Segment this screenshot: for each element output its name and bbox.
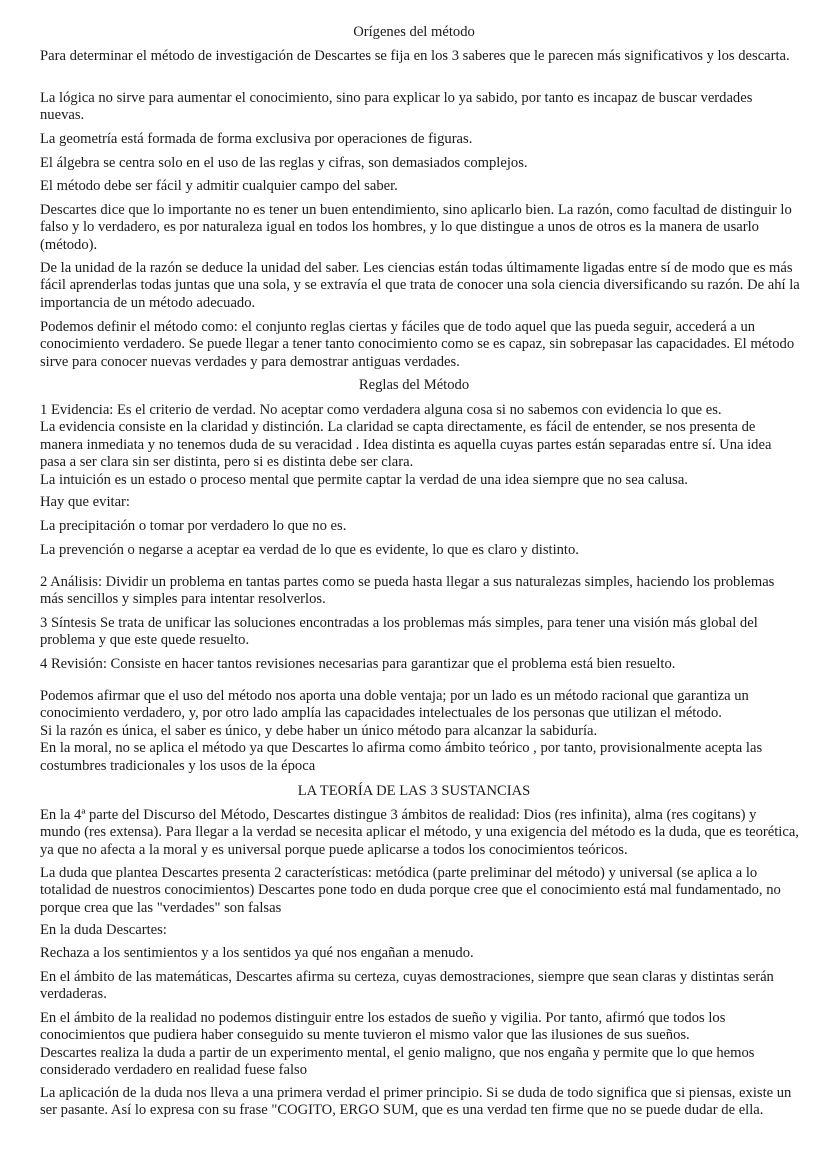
rule-evidencia-line: 1 Evidencia: Es el criterio de verdad. No aceptar como verdadera alguna cosa si no sabemos con evidencia lo que es. <box>40 402 722 418</box>
paragraph-line: Descartes realiza la duda a partir de un experimento mental, el genio maligno, que nos engaña y permite que lo que hemos considerado verdadero en realidad fuese falso <box>40 1044 755 1079</box>
rule-analisis: 2 Análisis: Dividir un problema en tantas partes como se pueda hasta llegar a sus naturalezas simples, haciendo los problemas más sencillos y simples para intentar resolverlos. <box>40 574 775 608</box>
paragraph: La prevención o negarse a aceptar ea verdad de lo que es evidente, lo que es claro y distinto. <box>40 542 579 558</box>
heading-reglas: Reglas del Método <box>358 377 470 393</box>
rule-sintesis: 3 Síntesis Se trata de unificar las soluciones encontradas a los problemas más simples, para tener una visión más global del problema y que este quede resuelto. <box>40 615 758 649</box>
rule-evidencia-intuicion: La intuición es un estado o proceso mental que permite captar la verdad de una idea siempre que no sea calusa. <box>40 471 688 488</box>
paragraph: La precipitación o tomar por verdadero lo que no es. <box>40 518 347 534</box>
paragraph-cogito: La aplicación de la duda nos lleva a una primera verdad el primer principio. Si se duda de todo significa que si piensas, existe un ser pasante. Así lo expresa con su frase "COGITO, ERGO SUM, que es una verdad ten firme que no se puede dudar de ella. <box>40 1085 792 1119</box>
rule-revision: 4 Revisión: Consiste en hacer tantos revisiones necesarias para garantizar que el problema está bien resuelto. <box>40 656 676 672</box>
paragraph: Descartes dice que lo importante no es tener un buen entendimiento, sino aplicarlo bien. La razón, como facultad de distinguir lo falso y lo verdadero, es por naturaleza igual en todos los hombres, y lo que distingue a unos de otros es la manera de usarlo (método). <box>40 202 792 253</box>
conclusion-block <box>40 688 800 775</box>
paragraph: Para determinar el método de investigación de Descartes se fija en los 3 saberes que le parecen más significativos y los descarta. <box>40 48 790 64</box>
conclusion-line: En la moral, no se aplica el método ya que Descartes lo afirma como ámbito teórico , por tanto, provisionalmente acepta las costumbres tradicionales y los usos de la época <box>40 740 763 774</box>
paragraph: Hay que evitar: <box>40 494 130 510</box>
rule-evidencia-detail: La evidencia consiste en la claridad y distinción. La claridad se capta directamente, es fácil de entender, se nos presenta de manera inmediata y no tenemos duda de su veracidad . Idea distinta es aquella cuyas partes están separadas entre sí. Una idea pasa a ser clara sin ser distinta, pero si es distinta debe ser clara. <box>40 419 772 471</box>
paragraph: En la 4ª parte del Discurso del Método, Descartes distingue 3 ámbitos de realidad: Dios (res infinita), alma (res cogitans) y mundo (res extensa). Para llegar a la verdad se necesita aplicar el método, y una exigencia del método es la duda, que es teorética, ya que no afecta a la moral y es universal porque puede aplicarse a todos los conocimientos teóricos. <box>40 807 799 858</box>
paragraph: Rechaza a los sentimientos y a los sentidos ya qué nos engañan a menudo. <box>40 945 474 961</box>
paragraph: Podemos definir el método como: el conjunto reglas ciertas y fáciles que de todo aquel que las pueda seguir, accederá a un conocimiento verdadero. Se puede llegar a tener tanto conocimiento como se es capaz, sin sobrepasar las capacidades. El método sirve para conocer nuevas verdades y para demostrar antiguas verdades. <box>40 319 795 370</box>
paragraph: El método debe ser fácil y admitir cualquier campo del saber. <box>40 178 398 194</box>
paragraph: De la unidad de la razón se deduce la unidad del saber. Les ciencias están todas últimamente ligadas entre sí de modo que es más fácil aprenderlas todas juntas que una sola, y se extravía el que trata de conocer una sola ciencia diversificando su razón. De ahí la importancia de un método adecuado. <box>40 260 800 311</box>
conclusion-line: Si la razón es única, el saber es único, y debe haber un único método para alcanzar la sabiduría. <box>40 722 598 739</box>
conclusion-line: Podemos afirmar que el uso del método nos aporta una doble ventaja; por un lado es un método racional que garantiza un conocimiento verdadero, y, por otro lado amplía las capacidades intelectuales de los personas que utilizan el método. <box>40 688 749 722</box>
rule-evidencia <box>40 402 800 489</box>
paragraph: En el ámbito de las matemáticas, Descartes afirma su certeza, cuyas demostraciones, siempre que sean claras y distintas serán verdaderas. <box>40 969 774 1003</box>
realidad-block <box>40 1010 800 1080</box>
paragraph: En la duda Descartes: <box>40 922 167 938</box>
paragraph: La geometría está formada de forma exclusiva por operaciones de figuras. <box>40 131 473 147</box>
paragraph: La lógica no sirve para aumentar el conocimiento, sino para explicar lo ya sabido, por tanto es incapaz de buscar verdades nuevas. <box>40 90 753 124</box>
paragraph: El álgebra se centra solo en el uso de las reglas y cifras, son demasiados complejos. <box>40 155 528 171</box>
heading-origenes: Orígenes del método <box>353 24 475 40</box>
paragraph-line: En el ámbito de la realidad no podemos distinguir entre los estados de sueño y vigilia. Por tanto, afirmó que todos los conocimientos que pudiera haber conseguido su mente tuvieron el mismo valor que las ilusiones de sus sueños. <box>40 1010 726 1044</box>
paragraph: La duda que plantea Descartes presenta 2 características: metódica (parte preliminar del método) y universal (se aplica a lo totalidad de nuestros conocimientos) Descartes pone todo en duda porque cree que el conocimiento está mal fundamentado, no porque crea que las "verdades" son falsas <box>40 865 781 916</box>
heading-teoria-sustancias: LA TEORÍA DE LAS 3 SUSTANCIAS <box>297 783 531 799</box>
